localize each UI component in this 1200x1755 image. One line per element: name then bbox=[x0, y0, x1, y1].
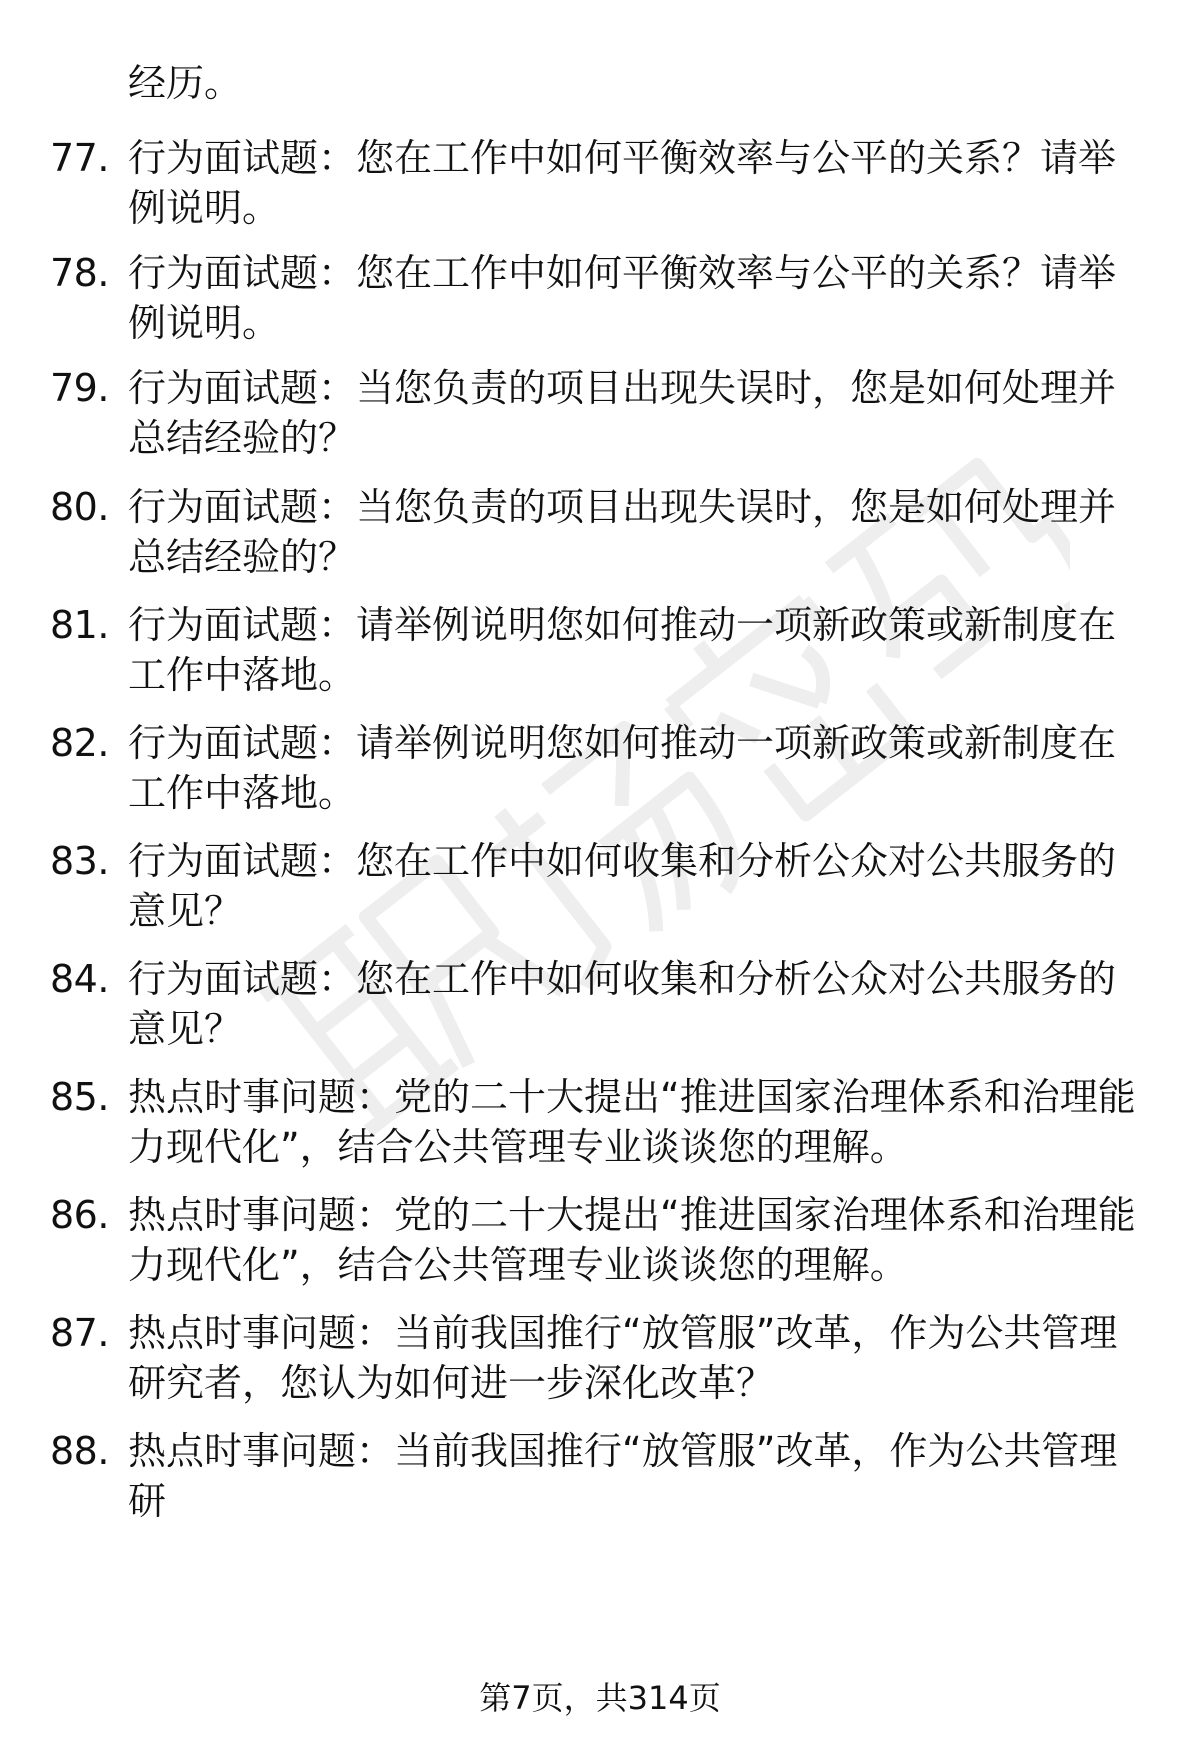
item-text: 行为面试题：您在工作中如何收集和分析公众对公共服务的意见？ bbox=[128, 957, 1117, 1051]
item-text: 行为面试题：您在工作中如何收集和分析公众对公共服务的意见？ bbox=[128, 839, 1117, 933]
item-number: 86. bbox=[50, 1193, 109, 1237]
item-number: 77. bbox=[50, 136, 109, 180]
item-number: 88. bbox=[50, 1429, 109, 1473]
item-text: 热点时事问题：党的二十大提出“推进国家治理体系和治理能力现代化”，结合公共管理专业谈谈您的理解。 bbox=[128, 1075, 1136, 1169]
item-text: 热点时事问题：当前我国推行“放管服”改革，作为公共管理研 bbox=[128, 1429, 1118, 1523]
list-item bbox=[0, 718, 1200, 818]
item-number: 79. bbox=[50, 366, 109, 410]
item-text: 行为面试题：请举例说明您如何推动一项新政策或新制度在工作中落地。 bbox=[128, 603, 1117, 697]
list-item bbox=[0, 954, 1200, 1054]
list-item bbox=[0, 1308, 1200, 1408]
item-text: 热点时事问题：党的二十大提出“推进国家治理体系和治理能力现代化”，结合公共管理专业谈谈您的理解。 bbox=[128, 1193, 1136, 1287]
continuation-text: 经历。 bbox=[128, 61, 243, 105]
list-item bbox=[0, 248, 1200, 348]
item-number: 84. bbox=[50, 957, 109, 1001]
item-text: 热点时事问题：当前我国推行“放管服”改革，作为公共管理研究者，您认为如何进一步深化改革？ bbox=[128, 1311, 1118, 1405]
list-item bbox=[0, 1426, 1200, 1526]
list-item bbox=[0, 1190, 1200, 1290]
page-footer: 第7页，共314页 bbox=[479, 1679, 721, 1717]
list-item bbox=[0, 133, 1200, 233]
list-item bbox=[0, 363, 1200, 463]
item-number: 82. bbox=[50, 721, 109, 765]
item-text: 行为面试题：请举例说明您如何推动一项新政策或新制度在工作中落地。 bbox=[128, 721, 1117, 815]
list-item bbox=[0, 836, 1200, 936]
list-item bbox=[0, 1072, 1200, 1172]
list-item bbox=[0, 600, 1200, 700]
item-number: 85. bbox=[50, 1075, 109, 1119]
item-text: 行为面试题：您在工作中如何平衡效率与公平的关系？请举例说明。 bbox=[128, 136, 1117, 230]
item-number: 78. bbox=[50, 251, 109, 295]
item-text: 行为面试题：当您负责的项目出现失误时，您是如何处理并总结经验的？ bbox=[128, 485, 1117, 579]
item-number: 87. bbox=[50, 1311, 109, 1355]
item-number: 81. bbox=[50, 603, 109, 647]
list-item bbox=[0, 482, 1200, 582]
item-number: 80. bbox=[50, 485, 109, 529]
item-text: 行为面试题：当您负责的项目出现失误时，您是如何处理并总结经验的？ bbox=[128, 366, 1117, 460]
item-text: 行为面试题：您在工作中如何平衡效率与公平的关系？请举例说明。 bbox=[128, 251, 1117, 345]
item-number: 83. bbox=[50, 839, 109, 883]
